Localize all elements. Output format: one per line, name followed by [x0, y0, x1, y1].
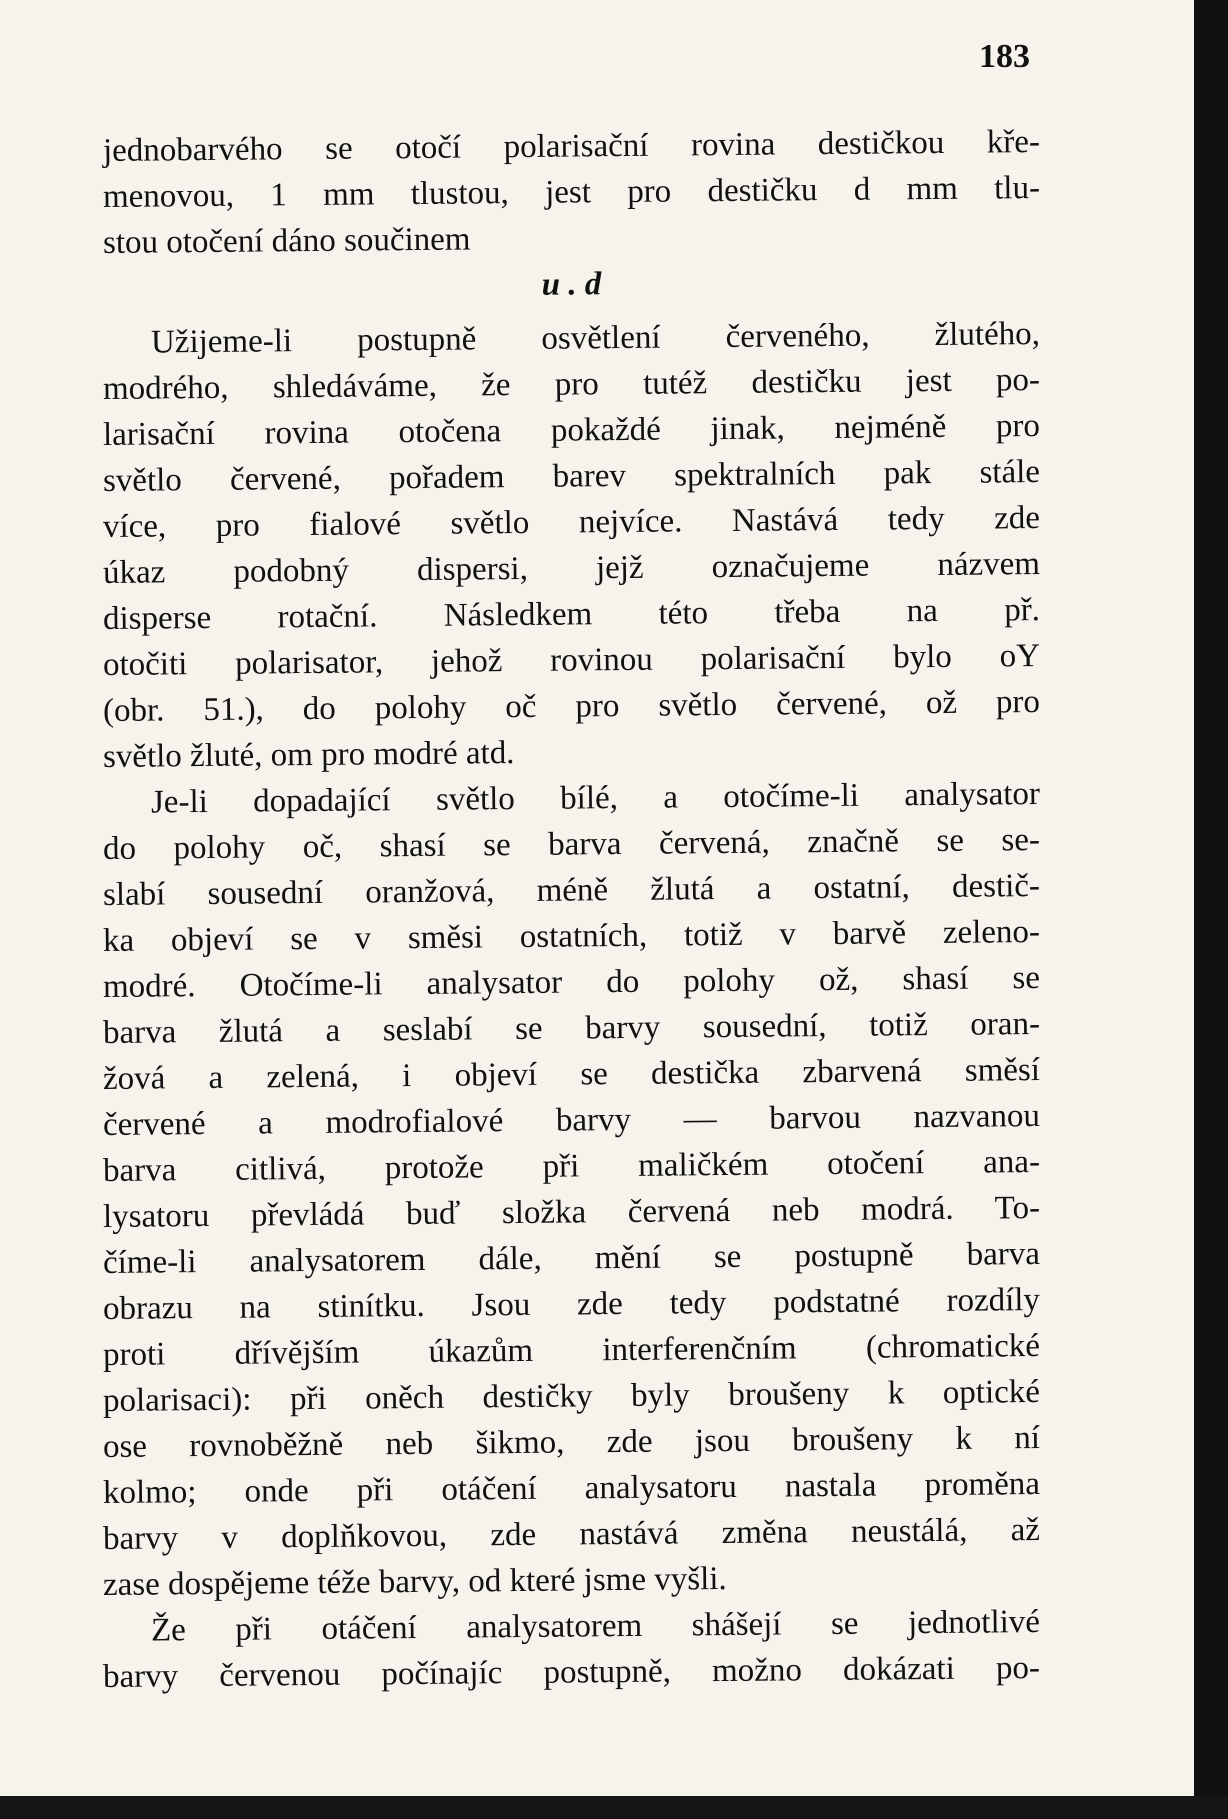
- text-line: polarisaci): při oněch destičky byly broušeny k optické: [102, 1374, 1041, 1419]
- scan-edge-bottom: [0, 1796, 1228, 1819]
- text-line: Je-li dopadající světlo bílé, a otočíme-li analysator: [150, 776, 1041, 821]
- formula-line: u . d: [541, 266, 602, 303]
- body-text: [102, 124, 1041, 1700]
- text-line: číme-li analysatorem dále, mění se postupně barva: [102, 1236, 1041, 1281]
- text-line: úkaz podobný dispersi, jejž označujeme názvem: [102, 546, 1041, 591]
- text-line: (obr. 51.), do polohy oč pro světlo červené, ož pro: [102, 684, 1041, 729]
- text-line: světlo červené, pořadem barev spektralních pak stále: [102, 454, 1041, 499]
- text-line: barva citlivá, protože při maličkém otočení ana-: [102, 1144, 1041, 1189]
- page-number: 183: [979, 38, 1030, 75]
- text-line: disperse rotační. Následkem této třeba na př.: [102, 592, 1041, 637]
- text-line: Užijeme-li postupně osvětlení červeného, žlutého,: [150, 316, 1041, 361]
- text-line: červené a modrofialové barvy — barvou nazvanou: [102, 1098, 1041, 1143]
- text-line: ka objeví se v směsi ostatních, totiž v barvě zeleno-: [102, 914, 1041, 959]
- text-line: ose rovnoběžně neb šikmo, zde jsou broušeny k ní: [102, 1420, 1041, 1465]
- text-line: žová a zelená, i objeví se destička zbarvená směsí: [102, 1052, 1041, 1097]
- text-line: barvy červenou počínajíc postupně, možno dokázati po-: [102, 1650, 1041, 1695]
- text-line: barvy v doplňkovou, zde nastává změna neustálá, až: [102, 1512, 1041, 1557]
- text-line: kolmo; onde při otáčení analysatoru nastala proměna: [102, 1466, 1041, 1511]
- text-line: obrazu na stinítku. Jsou zde tedy podstatné rozdíly: [102, 1282, 1041, 1327]
- text-line: lysatoru převládá buď složka červená neb modrá. To-: [102, 1190, 1041, 1235]
- text-line: světlo žluté, om pro modré atd.: [102, 735, 515, 775]
- text-line: stou otočení dáno součinem: [102, 221, 471, 261]
- text-line: Že při otáčení analysatorem shášejí se jednotlivé: [150, 1604, 1041, 1649]
- text-line: do polohy oč, shasí se barva červená, značně se se-: [102, 822, 1041, 867]
- text-line: larisační rovina otočena pokaždé jinak, nejméně pro: [102, 408, 1041, 453]
- text-line: více, pro fialové světlo nejvíce. Nastává tedy zde: [102, 500, 1041, 545]
- text-line: proti dřívějším úkazům interferenčním (chromatické: [102, 1328, 1041, 1373]
- text-line: zase dospějeme téže barvy, od které jsme vyšli.: [102, 1561, 727, 1603]
- text-line: modré. Otočíme-li analysator do polohy ož, shasí se: [102, 960, 1041, 1005]
- text-line: barva žlutá a seslabí se barvy sousední, totiž oran-: [102, 1006, 1041, 1051]
- text-line: modrého, shledáváme, že pro tutéž destičku jest po-: [102, 362, 1041, 407]
- text-line: slabí sousední oranžová, méně žlutá a ostatní, destič-: [102, 868, 1041, 913]
- scan-edge-right: [1194, 0, 1228, 1819]
- text-line: jednobarvého se otočí polarisační rovina destičkou kře-: [102, 124, 1041, 169]
- text-line: otočiti polarisator, jehož rovinou polarisační bylo oY: [102, 638, 1041, 683]
- text-line: menovou, 1 mm tlustou, jest pro destičku d mm tlu-: [102, 170, 1041, 215]
